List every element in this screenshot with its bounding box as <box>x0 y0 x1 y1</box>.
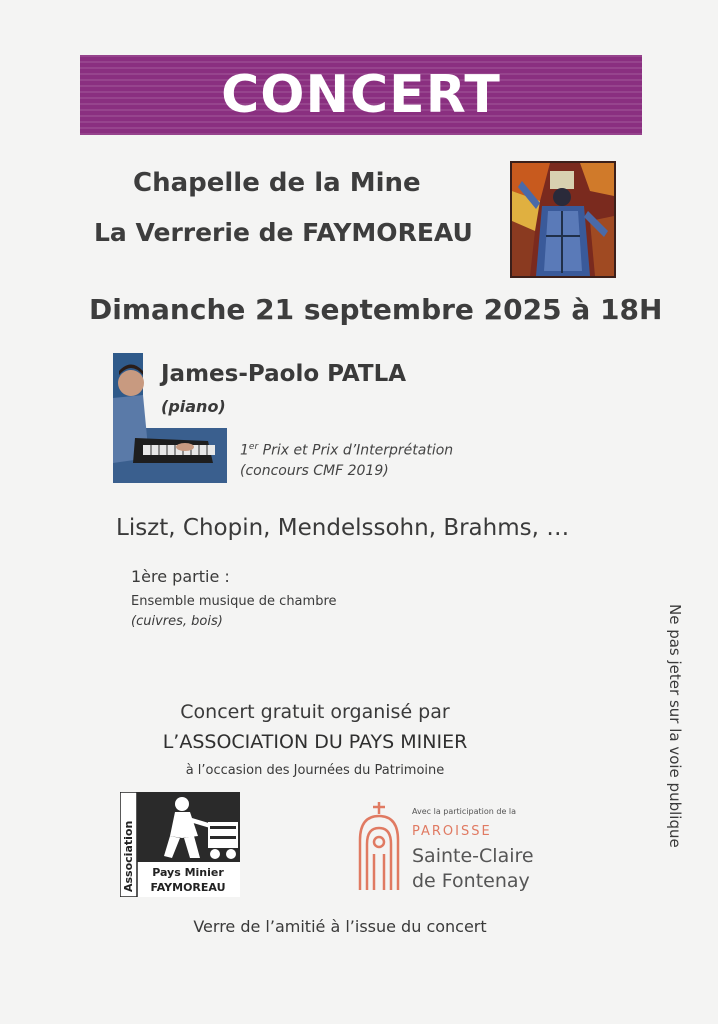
association-logo-vertical: Association <box>122 820 135 892</box>
parish-logo-name1: Sainte-Claire <box>412 845 534 867</box>
first-part-description: Ensemble musique de chambre <box>131 594 337 609</box>
footer-note: Verre de l’amitié à l’issue du concert <box>193 917 487 936</box>
composers-list: Liszt, Chopin, Mendelssohn, Brahms, … <box>116 515 570 541</box>
artist-prize-contest: (concours CMF 2019) <box>240 463 389 479</box>
parish-logo-label: PAROISSE <box>412 824 492 839</box>
venue-name: Chapelle de la Mine <box>133 168 421 198</box>
organizer-occasion: à l’occasion des Journées du Patrimoine <box>185 763 445 778</box>
venue-location: La Verrerie de FAYMOREAU <box>94 218 473 247</box>
first-part-note: (cuivres, bois) <box>131 614 223 629</box>
association-logo <box>120 792 240 897</box>
stained-glass-image <box>510 161 616 278</box>
artist-instrument: (piano) <box>161 397 226 416</box>
page-title: CONCERT <box>221 65 501 125</box>
association-logo-line1: Pays Minier <box>152 866 224 879</box>
organizer-intro: Concert gratuit organisé par <box>180 701 450 723</box>
parish-logo-small: Avec la participation de la <box>412 807 517 816</box>
organizer-name: L’ASSOCIATION DU PAYS MINIER <box>162 731 468 753</box>
church-icon <box>360 802 398 890</box>
parish-logo <box>352 802 552 897</box>
event-date: Dimanche 21 septembre 2025 à 18H <box>89 293 663 326</box>
first-part-title: 1ère partie : <box>131 567 230 586</box>
artist-name: James-Paolo PATLA <box>161 361 407 387</box>
artist-prize: 1er Prix et Prix d’Interprétation <box>240 442 454 459</box>
side-notice: Ne pas jeter sur la voie publique <box>666 604 684 848</box>
association-logo-line2: FAYMOREAU <box>150 881 226 894</box>
parish-logo-name2: de Fontenay <box>412 870 530 892</box>
